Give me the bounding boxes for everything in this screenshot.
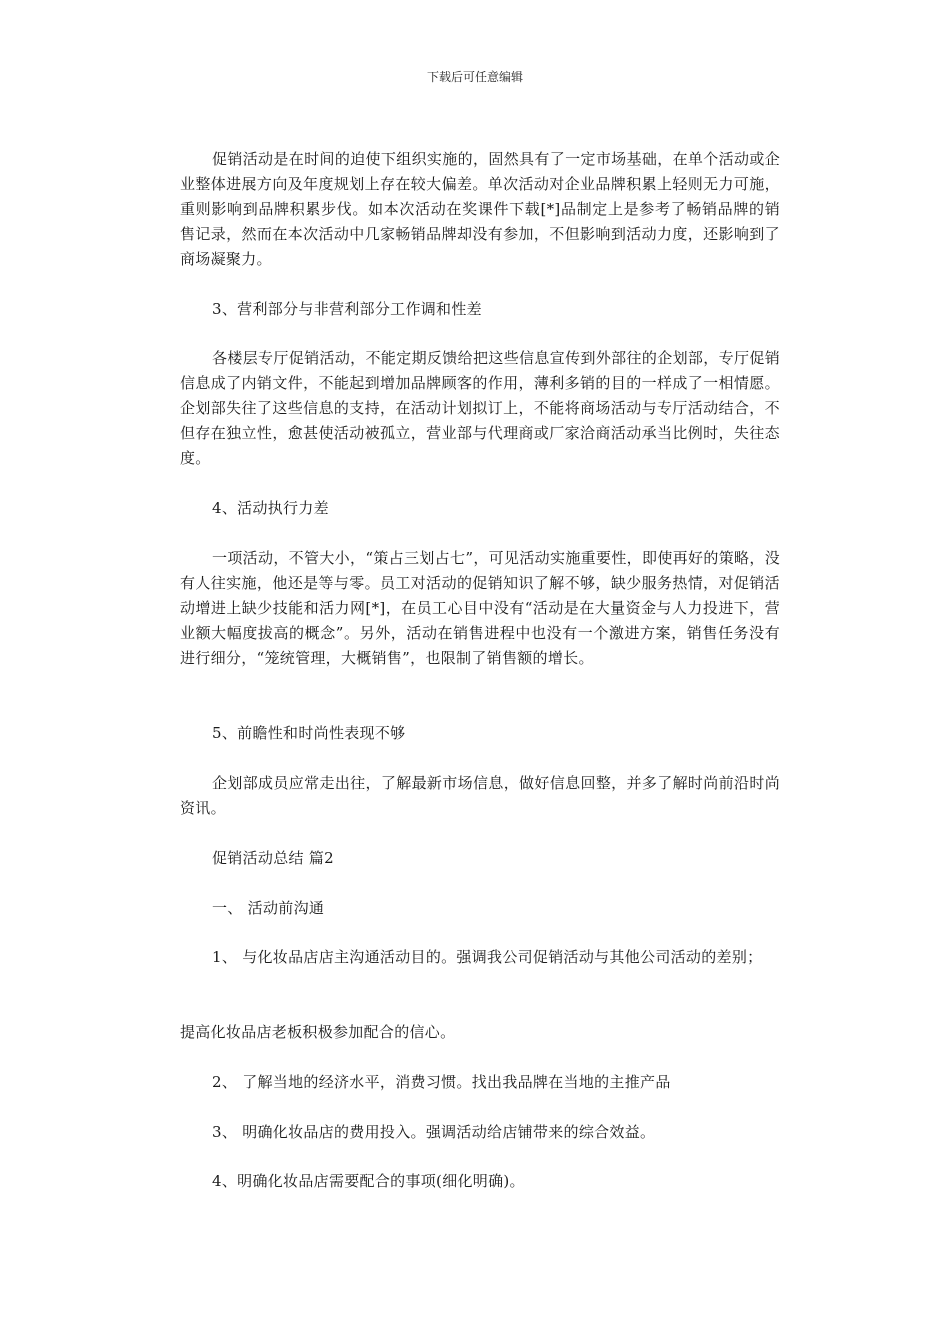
- paragraph-3: [180, 346, 780, 471]
- paragraph-text: 促销活动是在时间的迫使下组织实施的，固然具有了一定市场基础，在单个活动或企业整体进展方向及年度规划上存在较大偏差。单次活动对企业品牌积累上轻则无力可施，重则影响到品牌积累步伐。如本次活动在奖课件下载[*]品制定上是参考了畅销品牌的销售记录，然而在本次活动中几家畅销品牌却没有参加，不但影响到活动力度，还影响到了商场凝聚力。: [180, 150, 780, 268]
- heading-text: 3、营利部分与非营利部分工作调和性差: [212, 300, 482, 318]
- paragraph-1: [180, 147, 780, 272]
- list-item-4: [180, 1169, 780, 1194]
- list-item-3: [180, 1120, 780, 1145]
- heading-text: 5、前瞻性和时尚性表现不够: [212, 724, 406, 742]
- list-item-text: 2、 了解当地的经济水平，消费习惯。找出我品牌在当地的主推产品: [212, 1073, 671, 1091]
- section-title-text: 促销活动总结 篇2: [212, 849, 335, 867]
- list-item-1: [180, 945, 780, 970]
- section-title-2: [180, 846, 780, 871]
- paragraph-4: [180, 546, 780, 671]
- heading-3: [180, 297, 780, 322]
- list-item-text: 提高化妆品店老板积极参加配合的信心。: [180, 1023, 456, 1041]
- list-item-1-continued: [180, 1020, 780, 1045]
- list-item-text: 1、 与化妆品店店主沟通活动目的。强调我公司促销活动与其他公司活动的差别；: [212, 948, 763, 966]
- list-item-2: [180, 1070, 780, 1095]
- heading-4: [180, 496, 780, 521]
- heading-text: 4、活动执行力差: [212, 499, 329, 517]
- paragraph-5: [180, 771, 780, 821]
- heading-5: [180, 721, 780, 746]
- section-heading-1: [180, 896, 780, 921]
- list-item-text: 3、 明确化妆品店的费用投入。强调活动给店铺带来的综合效益。: [212, 1123, 656, 1141]
- paragraph-text: 各楼层专厅促销活动，不能定期反馈给把这些信息宣传到外部往的企划部，专厅促销信息成了内销文件，不能起到增加品牌顾客的作用，薄利多销的目的一样成了一相情愿。企划部失往了这些信息的支持，在活动计划拟订上，不能将商场活动与专厅活动结合，不但存在独立性，愈甚使活动被孤立，营业部与代理商或厂家洽商活动承当比例时，失往态度。: [180, 349, 780, 467]
- header-note: 下载后可任意编辑: [426, 70, 523, 84]
- paragraph-text: 一项活动，不管大小，“策占三划占七”，可见活动实施重要性，即使再好的策略，没有人往实施，他还是等与零。员工对活动的促销知识了解不够，缺少服务热情，对促销活动增进上缺少技能和活力网[*]，在员工心目中没有“活动是在大量资金与人力投进下，营业额大幅度拔高的概念”。另外，活动在销售进程中也没有一个激进方案，销售任务没有进行细分，“笼统管理，大概销售”，也限制了销售额的增长。: [180, 549, 780, 667]
- list-item-text: 4、明确化妆品店需要配合的事项(细化明确)。: [212, 1172, 525, 1190]
- paragraph-text: 企划部成员应常走出往，了解最新市场信息，做好信息回整，并多了解时尚前沿时尚资讯。: [180, 774, 780, 817]
- section-heading-text: 一、 活动前沟通: [212, 899, 325, 917]
